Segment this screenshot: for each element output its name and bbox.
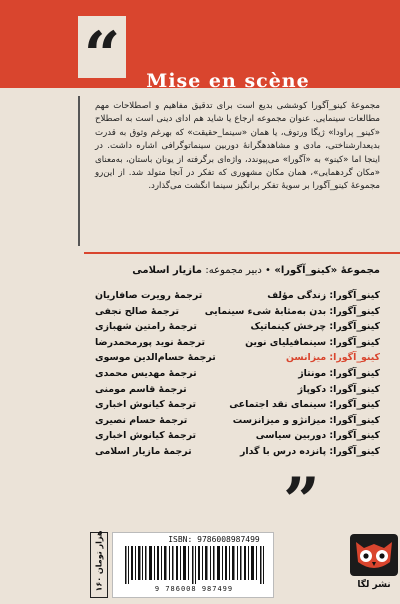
book-translator: ترجمهٔ رامتین شهبازی — [95, 321, 197, 333]
owl-logo-icon — [348, 532, 400, 578]
isbn-label: ISBN: 9786008987499 — [168, 535, 260, 544]
series-heading: مجموعهٔ «کینو_آگورا» • دبیر مجموعه: مازیار اسلامی — [132, 265, 380, 276]
open-quote-mark: “ — [83, 18, 121, 93]
book-title: کینو_آگورا: دکوپاژ — [297, 383, 380, 395]
book-row — [95, 446, 380, 462]
book-row — [95, 430, 380, 446]
price-box — [90, 532, 108, 598]
book-translator: ترجمهٔ حسام‌الدین موسوی — [95, 352, 216, 364]
book-row — [95, 415, 380, 431]
open-quote-box — [78, 16, 126, 93]
book-row-current — [95, 352, 380, 368]
series-editor-name: مازیار اسلامی — [132, 265, 202, 276]
barcode-digits: 9 786008 987499 — [154, 585, 234, 593]
barcode-panel — [112, 532, 274, 598]
series-label: مجموعهٔ «کینو_آگورا» — [274, 265, 380, 276]
book-title: کینو_آگورا: سینمای نقد اجتماعی — [229, 399, 380, 411]
book-row — [95, 399, 380, 415]
publisher-name: نشر لگا — [357, 580, 391, 590]
cover-footer — [90, 532, 400, 596]
book-title: کینو_آگورا: سینمافیلیای نوین — [245, 336, 380, 348]
book-translator: ترجمهٔ قاسم مومنی — [95, 383, 187, 395]
book-translator: ترجمهٔ کیانوش اخباری — [95, 430, 197, 442]
book-title: کینو_آگورا: دوربین سیاسی — [255, 430, 380, 442]
book-translator: ترجمهٔ مازیار اسلامی — [95, 445, 192, 457]
book-translator: ترجمهٔ کیانوش اخباری — [95, 399, 197, 411]
book-row — [95, 321, 380, 337]
series-editor-label: دبیر مجموعه: — [205, 265, 262, 276]
section-divider — [84, 252, 400, 254]
barcode-icon — [125, 546, 265, 584]
book-translator: ترجمهٔ مهدیس محمدی — [95, 367, 197, 379]
book-row — [95, 384, 380, 400]
intro-paragraph: مجموعهٔ کینو_آگورا کوششی بدیع است برای تدقیق مفاهیم و اصطلاحات مهم مطالعات سینمایی. عنوان مجموعه ارجاع یا شاید هم ادای دینی است به اصطلاح «کینو_ پراودا» ژیگا ورتوف، یا همان «سینما_حقیقت» که بهرغم وثوق به قدرت بدیعدارشناختی، مادی و مشاهدهگرانهٔ دوربین سینماتوگرافی اشاره داشت. در اینجا اما «کینو» به «آگورا» می‌پیوندد، واژه‌ای برگرفته از یونان باستان، به‌معنای «مکان گردهمایی»، همان مکان مشهوری که تفکر در آنجا متولد شد. از این‌رو مجموعهٔ کینو_آگورا بر سویهٔ تفکر برانگیز سینما انگشت می‌گذارد. — [95, 101, 380, 192]
book-title: کینو_آگورا: بدن به‌مثابهٔ شیء سینمایی — [204, 305, 380, 317]
book-translator: ترجمهٔ صالح نجفی — [95, 305, 179, 317]
books-list — [95, 290, 380, 462]
publisher-logo — [348, 532, 400, 596]
book-title: کینو_آگورا: مونتاژ — [298, 367, 380, 379]
book-title-highlighted: کینو_آگورا: میزانسن — [285, 352, 380, 364]
cover-title: Mise en scène — [146, 70, 310, 92]
book-translator: ترجمهٔ حسام نصیری — [95, 414, 188, 426]
book-title: کینو_آگورا: میزانژو و میزانزست — [232, 414, 380, 426]
book-row — [95, 368, 380, 384]
book-row — [95, 306, 380, 322]
book-row — [95, 290, 380, 306]
close-quote-mark: ” — [283, 464, 320, 539]
book-title: کینو_آگورا: پانزده درس با گدار — [239, 445, 380, 457]
book-row — [95, 337, 380, 353]
book-title: کینو_آگورا: زندگی مؤلف — [267, 290, 380, 301]
book-translator: ترجمهٔ رویرت صافاریان — [95, 290, 203, 301]
price-label: ۱۶۰ هزار تومان — [94, 530, 104, 592]
intro-side-rule — [78, 96, 80, 246]
book-translator: ترجمهٔ نوید پورمحمدرضا — [95, 336, 205, 348]
book-title: کینو_آگورا: چرخش کینماتیک — [250, 321, 380, 333]
